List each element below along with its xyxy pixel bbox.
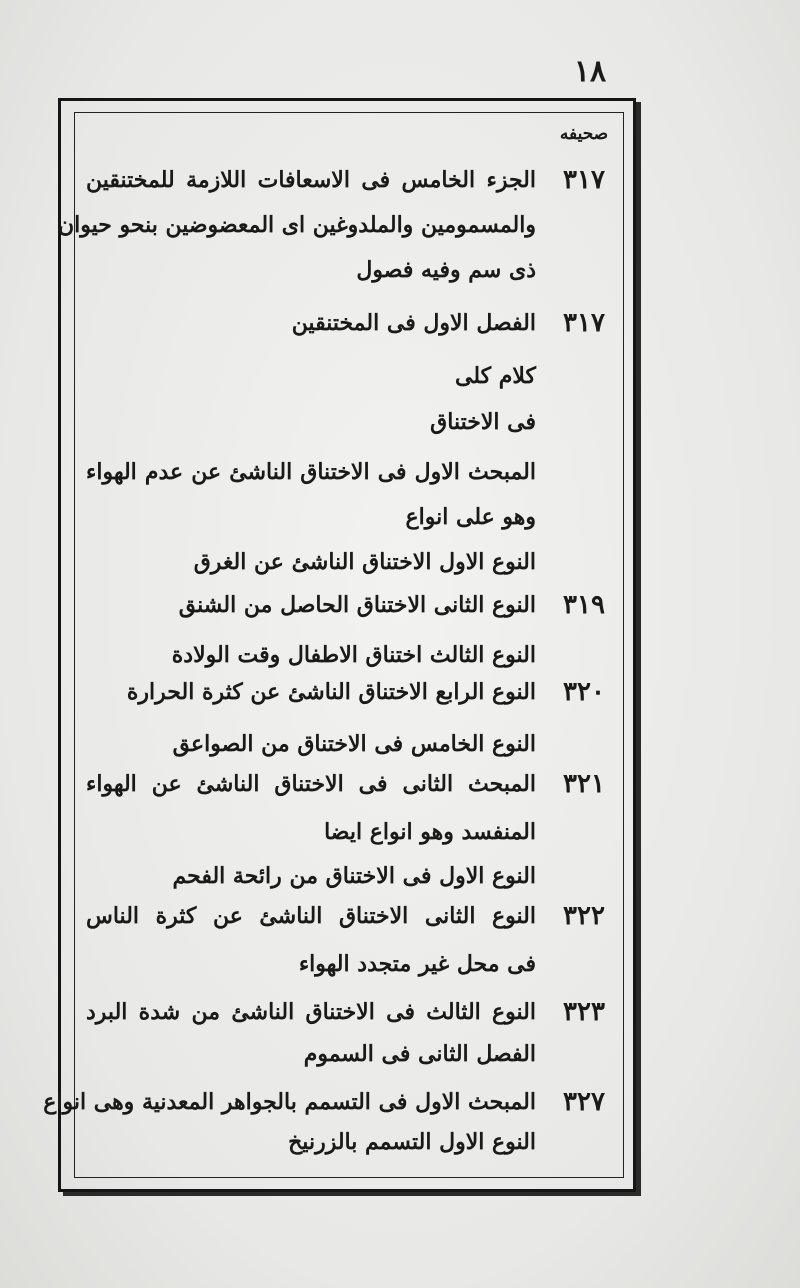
toc-entry-text: النوع الاول الاختناق الناشئ عن الغرق (193, 549, 536, 575)
toc-line (88, 542, 628, 582)
toc-entry-text: فى الاختناق (430, 409, 536, 435)
toc-entry-text: المنفسد وهو انواع ايضا (324, 819, 536, 845)
toc-line (88, 992, 628, 1032)
toc-entry-text: الجزء الخامس فى الاسعافات اللازمة للمختنقين (86, 167, 536, 193)
toc-line (88, 250, 628, 290)
toc-entry-text: النوع الثانى الاختناق الناشئ عن كثرة الناس (86, 903, 536, 929)
toc-line (88, 402, 628, 442)
toc-page-number: ٣١٧ (563, 165, 605, 195)
toc-entry-text: والمسمومين والملدوغين اى المعضوضين بنحو حيوان (57, 212, 536, 238)
toc-page-number: ٣٢٣ (563, 997, 605, 1027)
toc-entry-text: النوع الخامس فى الاختناق من الصواعق (172, 731, 536, 757)
toc-line (88, 1034, 628, 1074)
toc-line (88, 856, 628, 896)
page-number: ١٨ (573, 54, 607, 89)
toc-page-number: ٣٢٠ (563, 677, 605, 707)
toc-entry-text: النوع الثالث اختناق الاطفال وقت الولادة (171, 642, 536, 668)
toc-entry-text: النوع الاول فى الاختناق من رائحة الفحم (172, 863, 536, 889)
toc-line (88, 635, 628, 675)
toc-entry-text: المبحث الاول فى الاختناق الناشئ عن عدم الهواء (86, 459, 536, 485)
toc-page-number: ٣٢٢ (563, 901, 605, 931)
toc-line (88, 896, 628, 936)
toc-entry-text: النوع الرابع الاختناق الناشئ عن كثرة الحرارة (126, 679, 536, 705)
toc-line (57, 205, 628, 245)
toc-entry-text: ذى سم وفيه فصول (356, 257, 536, 283)
toc-line (88, 764, 628, 804)
toc-entry-text: الفصل الثانى فى السموم (303, 1041, 536, 1067)
toc-line (88, 497, 628, 537)
toc-entry-text: كلام كلى (455, 363, 536, 389)
toc-line (88, 356, 628, 396)
toc-entry-text: فى محل غير متجدد الهواء (298, 951, 536, 977)
toc-line (43, 1082, 628, 1122)
toc-entry-text: النوع الاول التسمم بالزرنيخ (288, 1129, 536, 1155)
toc-line (88, 1122, 628, 1162)
toc-line (88, 303, 628, 343)
toc-entry-text: وهو على انواع (405, 504, 536, 530)
toc-entry-text: النوع الثانى الاختناق الحاصل من الشنق (178, 592, 536, 618)
toc-line (88, 724, 628, 764)
table-of-contents (43, 160, 628, 1160)
toc-page-number: ٣١٧ (563, 308, 605, 338)
toc-line (88, 160, 628, 200)
toc-line (88, 944, 628, 984)
toc-entry-text: الفصل الاول فى المختنقين (291, 310, 536, 336)
toc-line (88, 585, 628, 625)
toc-line (88, 672, 628, 712)
toc-page-number: ٣١٩ (563, 590, 605, 620)
toc-line (88, 452, 628, 492)
toc-line (88, 812, 628, 852)
page-column-header: صحيفه (559, 124, 609, 144)
toc-entry-text: المبحث الثانى فى الاختناق الناشئ عن الهواء (86, 771, 536, 797)
toc-page-number: ٣٢١ (563, 769, 605, 799)
toc-page-number: ٣٢٧ (563, 1087, 605, 1117)
toc-entry-text: المبحث الاول فى التسمم بالجواهر المعدنية وهى انواع (43, 1089, 536, 1115)
toc-entry-text: النوع الثالث فى الاختناق الناشئ من شدة البرد (86, 999, 536, 1025)
